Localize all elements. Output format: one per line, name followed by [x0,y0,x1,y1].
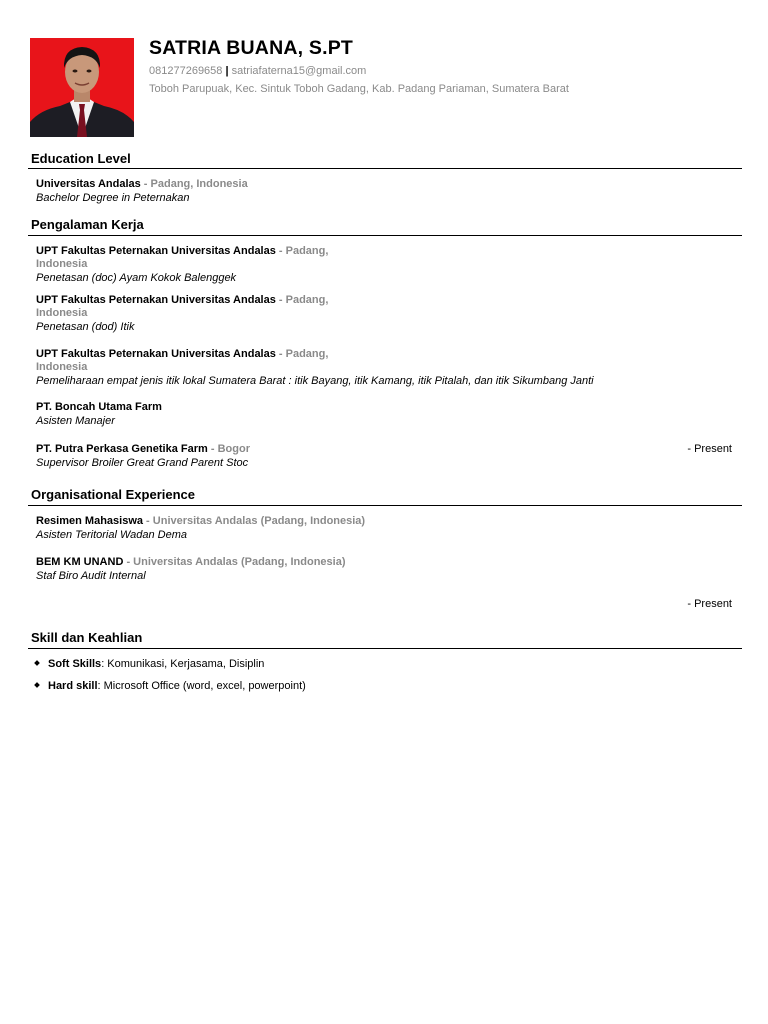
section-divider [28,235,742,236]
section-divider [28,505,742,506]
employer-location: - Padang, [275,348,329,360]
experience-entry [36,443,736,469]
employer-location-country: Indonesia [36,361,88,373]
degree: Bachelor Degree in Peternakan [36,192,190,204]
email-address[interactable]: satriafaterna15@gmail.com [231,65,367,77]
skill-text: : Microsoft Office (word, excel, powerpoint) [97,680,306,692]
employer-name: UPT Fakultas Peternakan Universitas Andalas [36,245,276,257]
date-present: - Present [687,443,732,455]
contact-line [149,65,366,77]
employer-location-country: Indonesia [36,258,88,270]
skill-label: Soft Skills [48,658,102,670]
employer-name: UPT Fakultas Peternakan Universitas Andalas [36,348,276,360]
employer-location: - Bogor [207,443,250,455]
profile-photo [30,38,134,137]
bullet-icon [34,660,40,666]
skill-item [35,680,306,692]
organisation-location: - Universitas Andalas (Padang, Indonesia) [143,515,366,527]
institution-name: Universitas Andalas [36,178,141,190]
job-role: Asisten Manajer [36,415,115,427]
organisation-entry [36,515,736,541]
home-address: Toboh Parupuak, Kec. Sintuk Toboh Gadang, Kab. Padang Pariaman, Sumatera Barat [149,83,569,95]
phone-number: 081277269658 [149,65,223,77]
skill-label: Hard skill [48,680,98,692]
organisation-section-title: Organisational Experience [31,487,196,502]
education-entry [36,178,736,204]
experience-entry [36,348,736,387]
organisation-name: Resimen Mahasiswa [36,515,143,527]
job-role: Supervisor Broiler Great Grand Parent Stoc [36,457,249,469]
organisation-location: - Universitas Andalas (Padang, Indonesia) [123,556,346,568]
candidate-name: SATRIA BUANA, S.PT [149,37,354,59]
education-section-title: Education Level [31,151,131,166]
employer-location-country: Indonesia [36,307,88,319]
experience-entry [36,401,736,427]
employer-location: - Padang, [275,245,329,257]
organisation-name: BEM KM UNAND [36,556,124,568]
employer-name: UPT Fakultas Peternakan Universitas Andalas [36,294,276,306]
job-role: Pemeliharaan empat jenis itik lokal Sumatera Barat : itik Bayang, itik Kamang, itik Pitalah, dan itik Sikumbang Janti [36,375,594,387]
skill-item [35,658,264,670]
contact-separator: | [225,65,229,77]
organisation-role: Staf Biro Audit Internal [36,570,146,582]
organisation-role: Asisten Teritorial Wadan Dema [36,529,188,541]
job-role: Penetasan (doc) Ayam Kokok Balenggek [36,272,237,284]
employer-name: PT. Boncah Utama Farm [36,401,162,413]
section-divider [28,648,742,649]
experience-entry [36,245,736,284]
organisation-entry [36,556,736,582]
experience-entry [36,294,736,333]
bullet-icon [34,682,40,688]
skill-text: : Komunikasi, Kerjasama, Disiplin [101,658,265,670]
skills-section-title: Skill dan Keahlian [31,630,143,645]
section-divider [28,168,742,169]
experience-section-title: Pengalaman Kerja [31,217,144,232]
employer-location: - Padang, [275,294,329,306]
job-role: Penetasan (dod) Itik [36,321,135,333]
institution-location: - Padang, Indonesia [140,178,248,190]
date-present: - Present [687,598,732,610]
employer-name: PT. Putra Perkasa Genetika Farm [36,443,208,455]
